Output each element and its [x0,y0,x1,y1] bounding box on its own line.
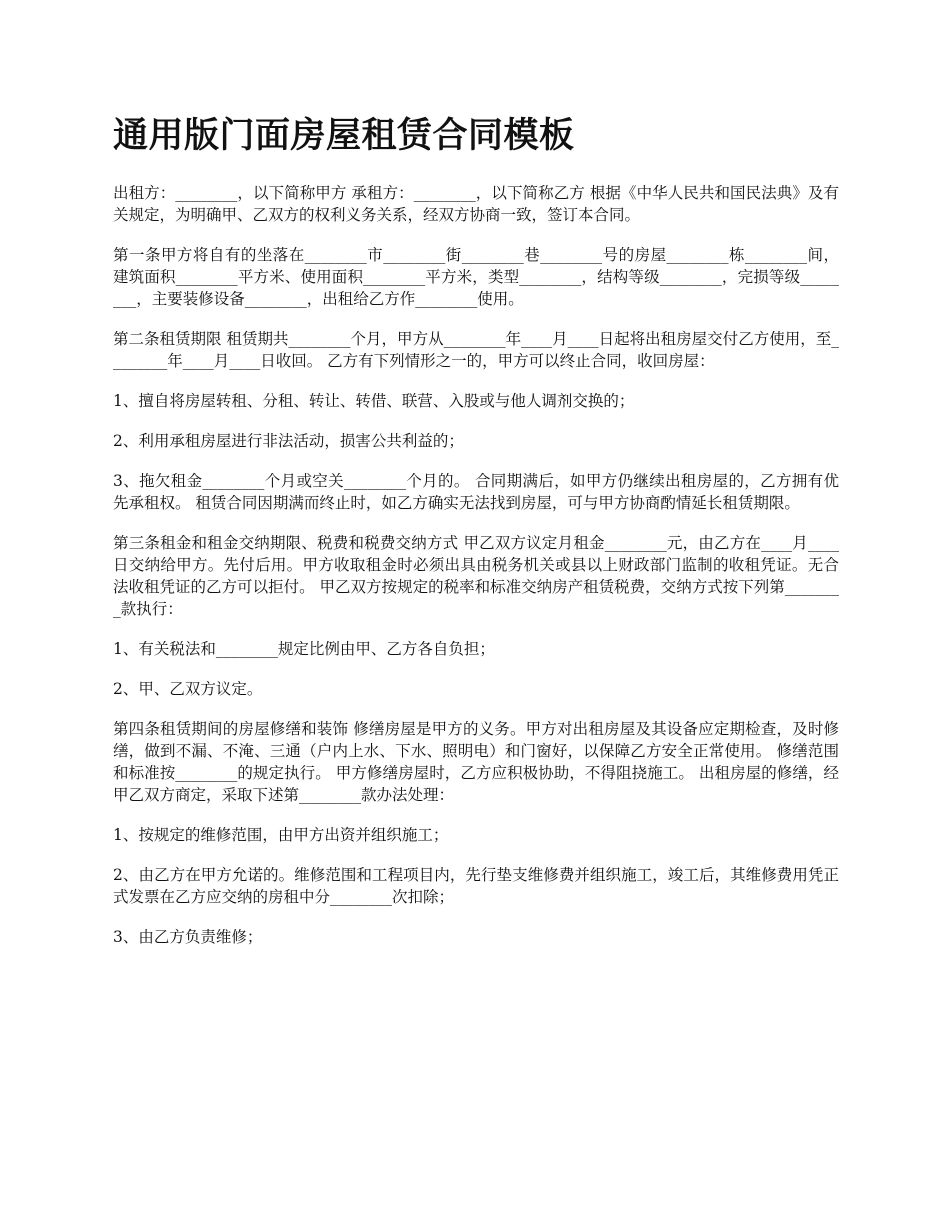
list-item: 2、由乙方在甲方允诺的。维修范围和工程项目内，先行垫支维修费并组织施工，竣工后，其维修费用凭正式发票在乙方应交纳的房租中分________次扣除； [113,866,839,906]
list-item: 3、由乙方负责维修； [113,928,263,946]
paragraph-article-2: 第二条租赁期限 租赁期共________个月，甲方从________年____月____日起将出租房屋交付乙方使用，至________年____月____日收回。 乙方有下列情形之一的，甲方可以终止合同，收回房屋： [113,330,839,370]
document-page [113,112,839,966]
paragraph-parties: 出租方：________，以下简称甲方 承租方：________，以下简称乙方 根据《中华人民共和国民法典》及有关规定，为明确甲、乙双方的权利义务关系，经双方协商一致，签订本合同。 [113,184,839,224]
list-item: 3、拖欠租金________个月或空关________个月的。 合同期满后，如甲方仍继续出租房屋的，乙方拥有优先承租权。 租赁合同因期满而终止时，如乙方确实无法找到房屋，可与甲方协商酌情延长租赁期限。 [113,472,839,512]
paragraph-article-1: 第一条甲方将自有的坐落在________市________街________巷________号的房屋________栋________间，建筑面积________平方米、使用面积________平方米，类型________，结构等级________，完损等级________，主要装修设备________，出租给乙方作________使用。 [113,246,839,308]
list-item: 2、利用承租房屋进行非法活动，损害公共利益的； [113,432,464,450]
document-title: 通用版门面房屋租赁合同模板 [113,116,575,156]
list-item: 1、擅自将房屋转租、分租、转让、转借、联营、入股或与他人调剂交换的； [113,392,635,410]
paragraph-article-3: 第三条租金和租金交纳期限、税费和税费交纳方式 甲乙双方议定月租金________元，由乙方在____月____日交纳给甲方。先付后用。甲方收取租金时必须出具由税务机关或县以上财政部门监制的收租凭证。无合法收租凭证的乙方可以拒付。 甲乙双方按规定的税率和标准交纳房产租赁税费，交纳方式按下列第________款执行： [113,534,839,618]
list-item: 1、有关税法和________规定比例由甲、乙方各自负担； [113,640,495,658]
list-item: 1、按规定的维修范围，由甲方出资并组织施工； [113,826,449,844]
list-item: 2、甲、乙双方议定。 [113,680,263,698]
paragraph-article-4: 第四条租赁期间的房屋修缮和装饰 修缮房屋是甲方的义务。甲方对出租房屋及其设备应定期检查，及时修缮，做到不漏、不淹、三通（户内上水、下水、照明电）和门窗好，以保障乙方安全正常使用。 修缮范围和标准按________的规定执行。 甲方修缮房屋时，乙方应积极协助，不得阻挠施工。 出租房屋的修缮，经甲乙双方商定，采取下述第________款办法处理： [113,720,839,804]
